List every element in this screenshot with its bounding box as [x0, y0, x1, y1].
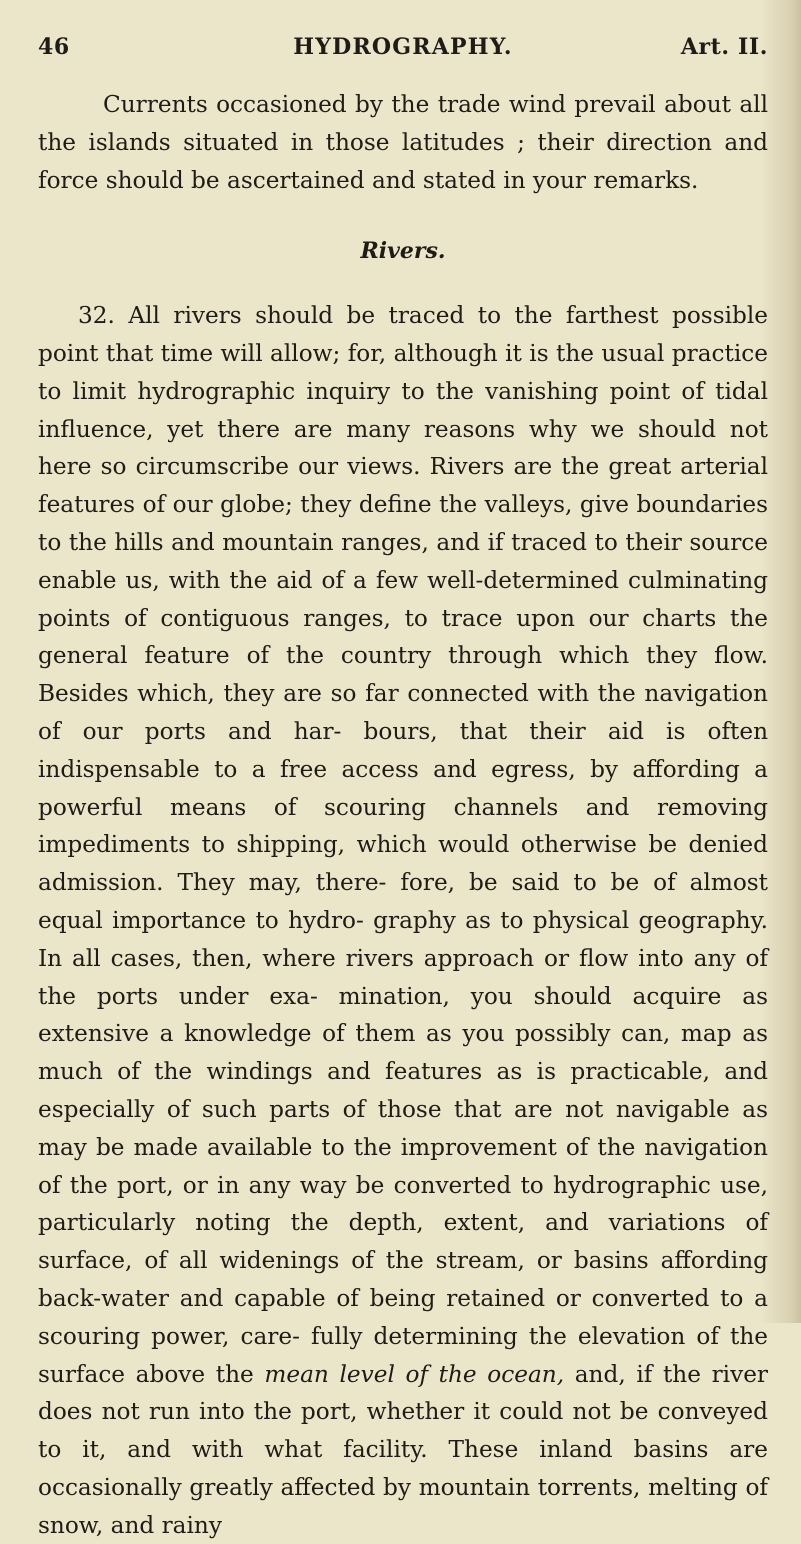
- page-number: 46: [38, 34, 70, 60]
- page-body: [38, 86, 768, 1544]
- section-heading-rivers: Rivers.: [360, 238, 446, 265]
- italic-phrase: mean level of the ocean,: [264, 1360, 565, 1388]
- article-label: Art. II.: [680, 34, 768, 60]
- page-header: [38, 34, 768, 68]
- paragraph-rivers-text: All rivers should be traced to the farthest possible point that time will allow; for, although it is the usual practice to limit hydrographic inquiry to the vanishing point of tidal influence, yet there are many reasons why we should not here so circumscribe our views. Rivers are the great arterial features of our globe; they define the valleys, give boundaries to the hills and mountain ranges, and if traced to their source enable us, with the aid of a few well-determined culminating points of contiguous ranges, to trace upon our charts the general feature of the country through which they flow. Besides which, they are so far connected with the navigation of our ports and har- bours, that their aid is often indispensable to a free access and egress, by affording a powerful means of scouring channels and removing impediments to shipping, which would otherwise be denied admission. They may, there- fore, be said to be of almost equal importance to hydro- graphy as to physical geography. In all cases, then, where rivers approach or flow into any of the ports under exa- mination, you should acquire as extensive a knowledge of them as you possibly can, map as much of the windings and features as is practicable, and especially of such parts of those that are not navigable as may be made available to the improvement of the navigation of the port, or in any way be converted to hydrographic use, particularly noting the depth, extent, and variations of surface, of all widenings of the stream, or basins affording back-water and capable of being retained or converted to a scouring power, care- fully determining the elevation of the surface above the: [38, 302, 768, 1388]
- running-title: HYDROGRAPHY.: [293, 34, 513, 60]
- paragraph-rivers-text-end: and, if the river does not run into the port, whether it could not be conveyed to it, and with what facility. These inland basins are occasionally greatly affected by mountain torrents, melting of snow, and rainy: [38, 1360, 768, 1539]
- paragraph-rivers: [38, 297, 768, 1544]
- paragraph-currents: Currents occasioned by the trade wind prevail about all the islands situated in those latitudes ; their direction and force should be ascertained and stated in your remarks.: [38, 91, 768, 194]
- paragraph-number: 32.: [78, 302, 115, 330]
